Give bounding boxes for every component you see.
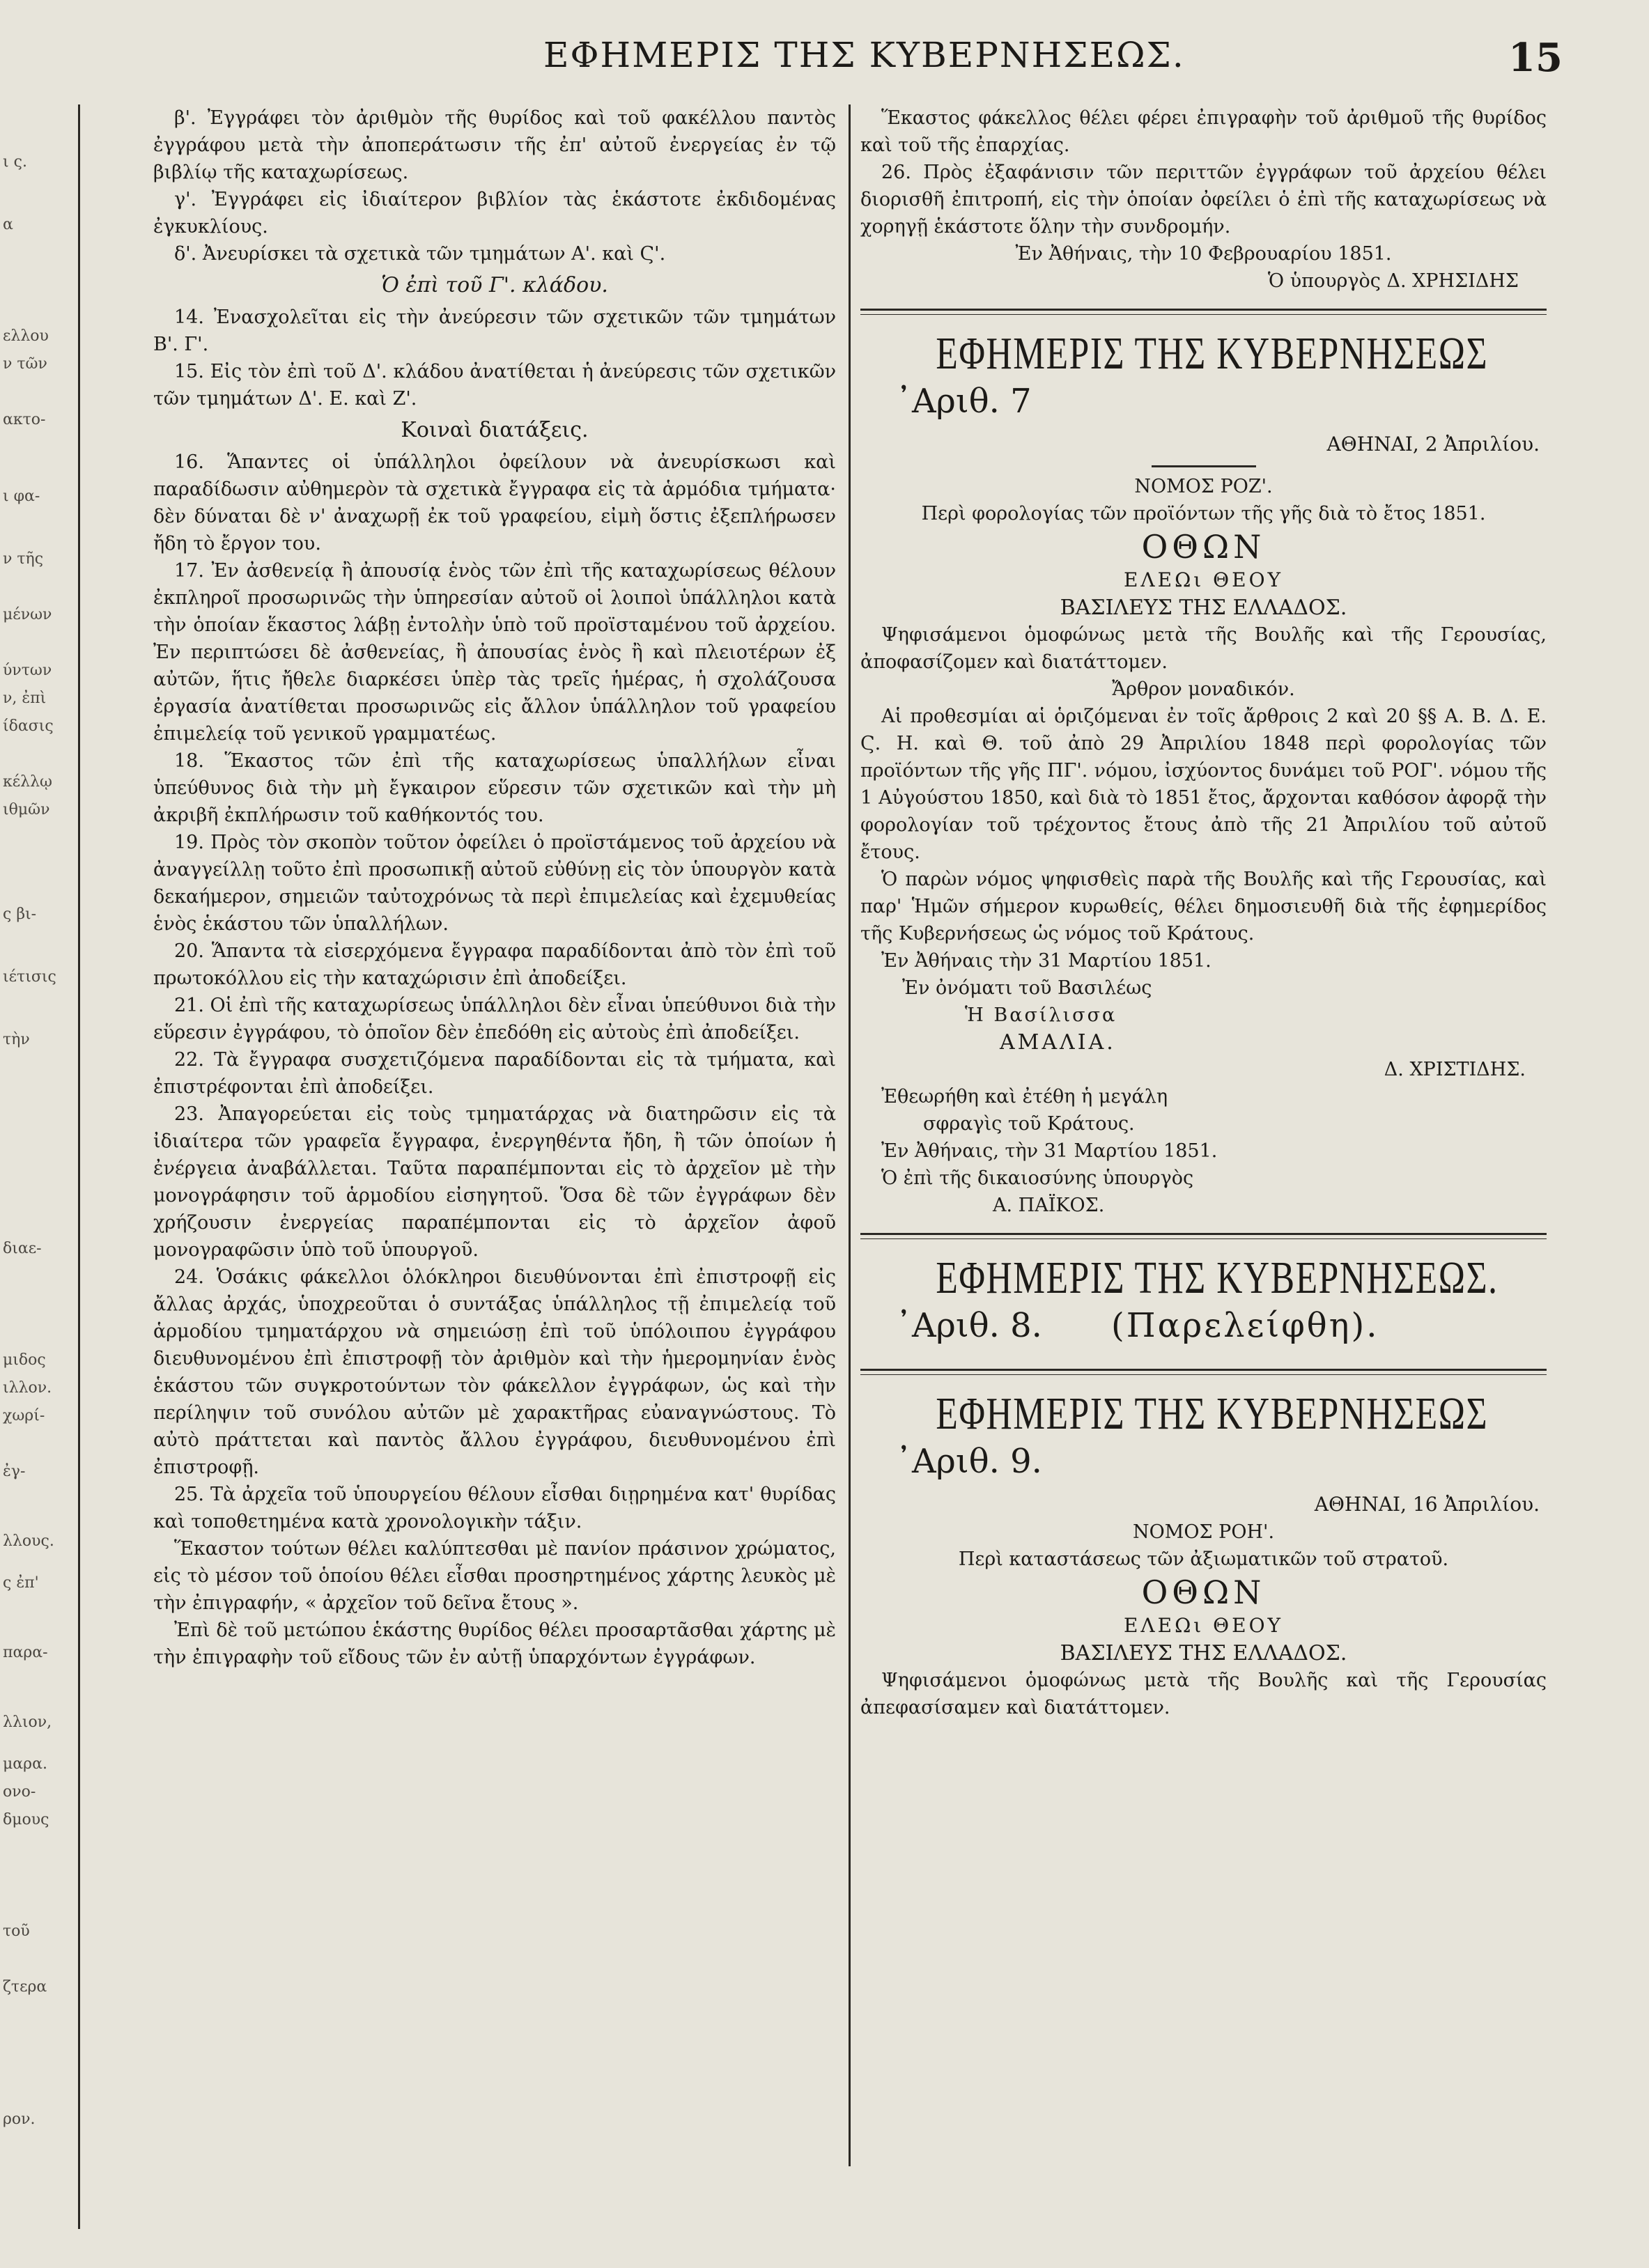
margin-fragment: μαρα. [3,1755,47,1773]
seal-note-2: σφραγὶς τοῦ Κράτους. [923,1113,1135,1135]
right-column [860,104,1547,1721]
issue-8-number: ᾿Αριθ. 8. [895,1306,1042,1345]
by-grace-of-god: ΕΛΕΩι ΘΕΟΥ [1123,1614,1284,1637]
margin-fragment: ελλου [3,327,49,345]
margin-fragment: κέλλῳ [3,773,52,791]
issue-9-masthead: ΕΦΗΜΕΡΙΣ ΤΗΣ ΚΥΒΕΡΝΗΣΕΩΣ [936,1388,1489,1439]
law-number-roz: ΝΟΜΟΣ ΡΟΖ'. [1134,476,1273,497]
margin-fragment: μιδος [3,1351,46,1369]
article-20: 20. Ἅπαντα τὰ εἰσερχόμενα ἔγγραφα παραδίδονται ἀπὸ τὸν ἐπὶ τοῦ πρωτοκόλλου εἰς τὴν καταχώρισιν ἐπὶ ἀποδείξει. [153,940,836,989]
law-date: Ἐν Ἀθήναις τὴν 31 Μαρτίου 1851. [881,950,1211,972]
article-17: 17. Ἐν ἀσθενείᾳ ἢ ἀπουσίᾳ ἑνὸς τῶν ἐπὶ τῆς καταχωρίσεως θέλουν ἐκπληροῖ προσωρινῶς τὴν ὑπηρεσίαν αὐτοῦ οἱ λοιποὶ ὑπάλληλοι κατὰ τὴν ὁποίαν ἕκαστος λάβῃ ἐντολὴν ὑπὸ τοῦ προϊσταμένου τοῦ ἀρχείου. Ἐν περιπτώσει δὲ ἀσθενείας, ἢ ἀπουσίας ἑνὸς ἢ καὶ πλειοτέρων ἐξ αὐτῶν, ἥτις ἤθελε διαρκέσει ὑπὲρ τὰς τρεῖς ἡμέρας, ἡ σχολάζουσα ἐργασία ἀνατίθεται προσωρινῶς εἰς ἄλλον ὑπάλληλον τοῦ γραφείου ἐπιμελείᾳ τοῦ γενικοῦ γραμματέως. [153,560,836,745]
dateline-feb: Ἐν Ἀθήναις, τὴν 10 Φεβρουαρίου 1851. [1015,243,1392,265]
separator-rule [860,1369,1547,1375]
margin-fragment: τὴν [3,1031,30,1048]
law-publication-clause: Ὁ παρὼν νόμος ψηφισθεὶς παρὰ τῆς Βουλῆς καὶ τῆς Γερουσίας, καὶ παρ' Ἡμῶν σήμερον κυρωθείς, θέλει δημοσιευθῆ διὰ τῆς ἐφημερίδος τῆς Κυβερνήσεως ὡς νόμος τοῦ Κράτους. [860,869,1547,945]
in-name-of-king: Ἐν ὀνόματι τοῦ Βασιλέως [902,977,1152,999]
margin-fragment: ἐγ- [3,1463,26,1480]
article-25-cont2: Ἐπὶ δὲ τοῦ μετώπου ἑκάστης θυρίδος θέλει προσαρτᾶσθαι χάρτης μὲ τὴν ἐπιγραφὴν τοῦ εἴδους τῶν ἐν αὐτῇ ὑπαρχόντων ἐγγράφων. [153,1620,836,1668]
article-23: 23. Ἀπαγορεύεται εἰς τοὺς τμηματάρχας νὰ διατηρῶσιν εἰς τὰ ἰδιαίτερα τῶν γραφεῖα ἔγγραφα, ἐνεργηθέντα ἤδη, ἢ τῶν ὁποίων ἡ ἐνέργεια ἀναβάλλεται. Ταῦτα παραπέμπονται εἰς τὸ ἀρχεῖον μὲ τὴν μονογράφησιν τοῦ ἁρμοδίου εἰσηγητοῦ. Ὅσα δὲ τῶν ἐγγράφων δὲν χρήζουσιν ἐνεργείας παραπέμπονται εἰς τὸ ἀρχεῖον ἀφοῦ μονογραφῶσιν ὑπὸ τοῦ ὑπουργοῦ. [153,1103,836,1261]
paragraph-d: δ'. Ἀνευρίσκει τὰ σχετικὰ τῶν τμημάτων Α'. καὶ Ϛ'. [174,243,666,265]
enactment-clause: Ψηφισάμενοι ὁμοφώνως μετὰ τῆς Βουλῆς καὶ τῆς Γερουσίας, ἀποφασίζομεν καὶ διατάττομεν. [860,624,1547,673]
article-25-cont: Ἕκαστον τούτων θέλει καλύπτεσθαι μὲ πανίον πράσινον χρώματος, εἰς τὸ μέσον τοῦ ὁποίου θέλει εἶσθαι προσηρτημένος χάρτης λευκὸς μὲ τὴν ἐπιγραφήν, « ἀρχεῖον τοῦ δεῖνα ἔτους ». [153,1538,836,1614]
margin-fragment: ιλλον. [3,1379,52,1397]
issue-7-dateline: ΑΘΗΝΑΙ, 2 Ἀπριλίου. [1326,433,1540,456]
section-heading-common: Κοιναὶ διατάξεις. [401,418,589,442]
king-name: ΟΘΩΝ [1141,528,1266,566]
section-heading-branch-c: Ὁ ἐπὶ τοῦ Γ'. κλάδου. [381,273,608,297]
seal-date: Ἐν Ἀθήναις, τὴν 31 Μαρτίου 1851. [881,1140,1218,1162]
margin-fragment: λλιον, [3,1714,52,1731]
margin-fragment: ίδασις [3,717,54,735]
column-divider [849,104,851,2166]
margin-fragment: ς βι- [3,906,37,923]
margin-fragment: ζτερα [3,1978,47,1996]
page-number: 15 [1508,35,1563,81]
article-18: 18. Ἕκαστος τῶν ἐπὶ τῆς καταχωρίσεως ὑπαλλήλων εἶναι ὑπεύθυνος διὰ τὴν μὴ ἔγκαιρον εὕρεσιν τῶν σχετικῶν καὶ τὴν μὴ ἀκριβῆ ἐκπλήρωσιν τοῦ καθήκοντός του. [153,750,836,826]
margin-fragment: λλους. [3,1532,54,1550]
article-15: 15. Εἰς τὸν ἐπὶ τοῦ Δ'. κλάδου ἀνατίθεται ἡ ἀνεύρεσις τῶν σχετικῶν τῶν τμημάτων Δ'. Ε. καὶ Ζ'. [153,361,836,410]
issue-8-number-row [860,1306,1547,1355]
law-body: Αἱ προθεσμίαι αἱ ὁριζόμεναι ἐν τοῖς ἄρθροις 2 καὶ 20 §§ Α. Β. Δ. Ε. Ϛ. Η. καὶ Θ. τοῦ ἀπὸ 29 Ἀπριλίου 1848 περὶ φορολογίας τῶν προϊόντων τῆς γῆς ΠΓ'. νόμου, ἰσχύοντος δυνάμει τοῦ ΡΟΓ'. νόμου τῆς 1 Αὐγούστου 1850, καὶ διὰ τὸ 1851 ἔτος, ἄρχονται καθόσον ἀφορᾷ τὴν φορολογίαν τοῦ τρέχοντος ἔτους ἀπὸ τῆς 21 Ἀπριλίου τοῦ αὐτοῦ ἔτους. [860,706,1547,863]
justice-minister-name: Α. ΠΑΪΚΟΣ. [993,1195,1105,1216]
article-24: 24. Ὁσάκις φάκελλοι ὁλόκληροι διευθύνονται ἐπὶ ἐπιστροφῇ εἰς ἄλλας ἀρχάς, ὑποχρεοῦται ὁ συντάξας ὑπάλληλος τῇ ἐπιμελείᾳ τοῦ ἁρμοδίου τμηματάρχου νὰ σημειώσῃ ἐπὶ τοῦ ὑπόλοιπου ἐγγράφου διευθυνομένου ἐπὶ ἐπιστροφῇ τὸν ἀριθμὸν καὶ τὴν ἡμερομηνίαν ἑνὸς ἑκάστου τῶν συγκροτούντων τὸν φάκελλον ἐγγράφων, ὡς καὶ τὴν περίληψιν τοῦ συνόλου αὐτῶν μὲ χαρακτῆρας εὐαναγνώστους. Τὸ αὐτὸ πράττεται καὶ παντὸς ἄλλου ἐγγράφου, διευθυνομένου ἐπὶ ἐπιστροφῇ. [153,1266,836,1478]
article-16: 16. Ἅπαντες οἱ ὑπάλληλοι ὀφείλουν νὰ ἀνευρίσκωσι καὶ παραδίδωσιν αὐθημερὸν τὰ σχετικὰ ἔγγραφα εἰς τὰ ἁρμόδια τμήματα· δὲν δύναται δὲ ν' ἀναχωρῇ ἐκ τοῦ γραφείου, εἰμὴ ὅστις ἐξεπλήρωσεν ἤδη τὸ ἔργον του. [153,451,836,554]
article-26: 26. Πρὸς ἐξαφάνισιν τῶν περιττῶν ἐγγράφων τοῦ ἀρχείου θέλει διορισθῆ ἐπιτροπή, εἰς τὴν ὁποίαν ὀφείλει ὁ ἐπὶ τῆς καταχωρίσεως νὰ χορηγῇ ἑκάστοτε ὅλην τὴν συνδρομήν. [860,162,1547,238]
article-25-end: Ἕκαστος φάκελλος θέλει φέρει ἐπιγραφὴν τοῦ ἀριθμοῦ τῆς θυρίδος καὶ τοῦ τῆς ἐπαρχίας. [860,107,1547,156]
margin-fragment: ν τῶν [3,355,47,373]
short-rule [1152,465,1256,467]
king-title: ΒΑΣΙΛΕΥΣ ΤΗΣ ΕΛΛΑΔΟΣ. [1060,1641,1347,1665]
margin-fragment: ι ς. [3,153,27,171]
enactment-clause: Ψηφισάμενοι ὁμοφώνως μετὰ τῆς Βουλῆς καὶ τῆς Γερουσίας ἀπεφασίσαμεν καὶ διατάττομεν. [860,1670,1547,1718]
issue-9-number: ᾿Αριθ. 9. [895,1442,1042,1481]
margin-fragment: ς ἐπ' [3,1574,39,1592]
queen-title: Ἡ Βασίλισσα [965,1004,1117,1026]
issue-9-dateline: ΑΘΗΝΑΙ, 16 Ἀπριλίου. [1314,1493,1540,1516]
countersign-minister: Δ. ΧΡΙΣΤΙΔΗΣ. [1384,1059,1526,1080]
issue-8-omitted-note: (Παρελείφθη). [1111,1306,1379,1345]
justice-minister-title: Ὁ ἐπὶ τῆς δικαιοσύνης ὑπουργὸς [881,1167,1194,1189]
margin-fragment: ι φα- [3,488,40,505]
law-title-officers: Περὶ καταστάσεως τῶν ἀξιωματικῶν τοῦ στρατοῦ. [958,1548,1449,1570]
law-number-roi: ΝΟΜΟΣ ΡΟΗ'. [1132,1521,1275,1543]
issue-9-number-row [860,1442,1547,1491]
margin-fragment: ιέτισις [3,968,56,986]
article-14: 14. Ἐνασχολεῖται εἰς τὴν ἀνεύρεσιν τῶν σχετικῶν τῶν τμημάτων Β'. Γ'. [153,306,836,355]
margin-fragment: μένων [3,606,52,623]
article-heading: Ἄρθρον μοναδικόν. [1112,678,1295,700]
left-column [153,104,836,1671]
king-title: ΒΑΣΙΛΕΥΣ ΤΗΣ ΕΛΛΑΔΟΣ. [1060,596,1347,620]
margin-fragment: ύντων [3,662,52,679]
issue-7-number: ᾿Αριθ. 7 [895,382,1032,421]
issue-8-masthead: ΕΦΗΜΕΡΙΣ ΤΗΣ ΚΥΒΕΡΝΗΣΕΩΣ. [936,1252,1499,1303]
separator-rule [860,309,1547,315]
paragraph-c: γ'. Ἐγγράφει εἰς ἰδιαίτερον βιβλίον τὰς ἑκάστοτε ἐκδιδομένας ἐγκυκλίους. [153,189,836,238]
margin-bleed-fragments [0,139,77,2159]
seal-note-1: Ἐθεωρήθη καὶ ἐτέθη ἡ μεγάλη [881,1086,1168,1108]
issue-7-number-row [860,382,1547,430]
margin-fragment: ρον. [3,2111,36,2128]
law-title-taxation: Περὶ φορολογίας τῶν προϊόντων τῆς γῆς διὰ τὸ ἔτος 1851. [921,503,1486,525]
margin-fragment: χωρί- [3,1407,45,1424]
margin-fragment: ονο- [3,1783,36,1801]
king-name: ΟΘΩΝ [1141,1574,1266,1611]
margin-fragment: παρα- [3,1644,48,1661]
margin-fragment: δμους [3,1811,49,1828]
margin-fragment: διαε- [3,1240,42,1257]
article-22: 22. Τὰ ἔγγραφα συσχετιζόμενα παραδίδονται εἰς τὰ τμήματα, καὶ ἐπιστρέφονται ἐπὶ ἀποδείξει. [153,1049,836,1098]
by-grace-of-god: ΕΛΕΩι ΘΕΟΥ [1123,568,1284,591]
margin-rule [78,104,80,2229]
separator-rule [860,1233,1547,1239]
issue-7-masthead: ΕΦΗΜΕΡΙΣ ΤΗΣ ΚΥΒΕΡΝΗΣΕΩΣ [936,328,1489,379]
running-title: ΕΦΗΜΕΡΙΣ ΤΗΣ ΚΥΒΕΡΝΗΣΕΩΣ. [543,35,1185,75]
margin-fragment: ν, ἐπὶ [3,690,47,707]
margin-fragment: α [3,216,13,233]
margin-fragment: τοῦ [3,1923,30,1940]
minister-signature: Ὁ ὑπουργὸς Δ. ΧΡΗΣΙΔΗΣ [1267,270,1519,292]
queen-name: ΑΜΑΛΙΑ. [1000,1030,1116,1055]
paragraph-b: β'. Ἐγγράφει τὸν ἀριθμὸν τῆς θυρίδος καὶ τοῦ φακέλλου παντὸς ἐγγράφου μετὰ τὴν ἀποπεράτωσιν τῆς ἐπ' αὐτοῦ ἐνεργείας ἐν τῷ βιβλίῳ τῆς καταχωρίσεως. [153,107,836,183]
article-25: 25. Τὰ ἀρχεῖα τοῦ ὑπουργείου θέλουν εἶσθαι διῃρημένα κατ' θυρίδας καὶ τοποθετημένα κατὰ χρονολογικὴν τάξιν. [153,1484,836,1532]
article-19: 19. Πρὸς τὸν σκοπὸν τοῦτον ὀφείλει ὁ προϊστάμενος τοῦ ἀρχείου νὰ ἀναγγείλλῃ τοῦτο ἐπὶ προσωπικῇ αὐτοῦ εὐθύνῃ εἰς τὸν ὑπουργὸν κατὰ δεκαήμερον, σημειῶν ταὐτοχρόνως τὰ περὶ ἐπιμελείας καὶ ἐχεμυθείας ἑνὸς ἑκάστου τῶν ὑπαλλήλων. [153,832,836,935]
article-21: 21. Οἱ ἐπὶ τῆς καταχωρίσεως ὑπάλληλοι δὲν εἶναι ὑπεύθυνοι διὰ τὴν εὕρεσιν ἐγγράφου, τὸ ὁποῖον δὲν ἐπεδόθη εἰς αὐτοὺς ἐπὶ ἀποδείξει. [153,995,837,1043]
margin-fragment: ακτο- [3,411,46,428]
margin-fragment: ιθμῶν [3,801,50,818]
margin-fragment: ν τῆς [3,550,44,568]
